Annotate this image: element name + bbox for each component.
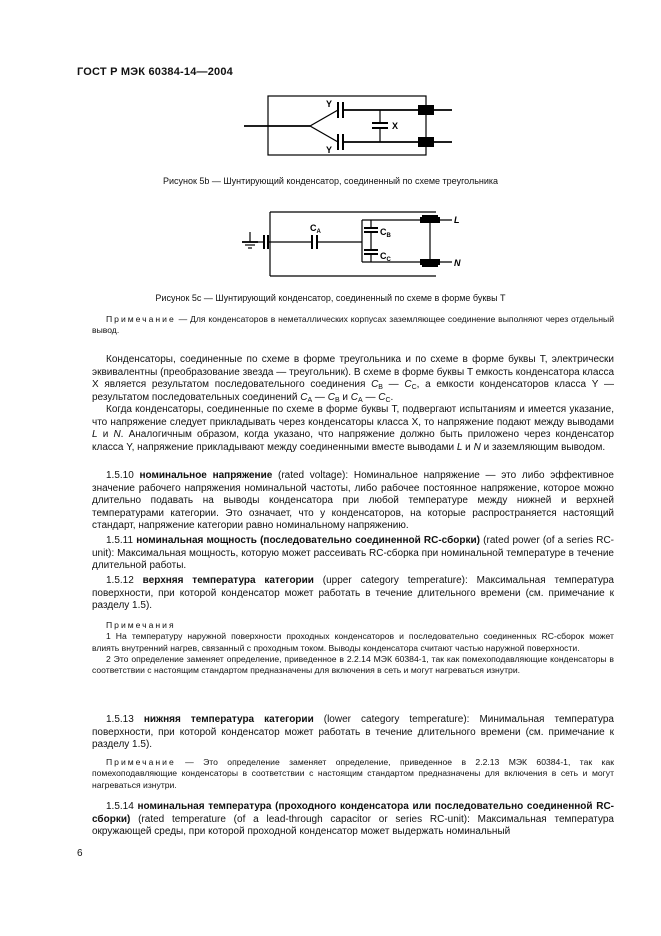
label-cc: C — [380, 251, 387, 261]
page-number: 6 — [77, 848, 83, 859]
figure-5b-delta-circuit — [230, 93, 460, 159]
note-label: Примечание — [106, 314, 176, 324]
label-y-bottom: Y — [326, 145, 333, 155]
document-header: ГОСТ Р МЭК 60384-14—2004 — [77, 66, 234, 78]
note-grounding — [92, 314, 614, 337]
label-cb-sub: B — [386, 233, 391, 239]
label-n: N — [454, 258, 461, 268]
section-1-5-11: 1.5.11 номинальная мощность (последовательно соединенной RC-сборки) (rated power (of a series RC-unit): Максимальная мощность, которую может рассеивать RC-сборка при номинальной температуре в течение длительной работы. — [92, 535, 615, 571]
svg-text:CA — [310, 223, 322, 235]
note-2: 2 Это определение заменяет определение, приведенное в 2.2.14 МЭК 60384-1, так как помехоподавляющие конденсаторы в соответствии с настоящим стандартом предназначены для включения в сеть и могут нагреваться изнутри. — [92, 653, 614, 676]
section-1-5-14: 1.5.14 номинальная температура (проходного конденсатора или последовательно соединенной RC-сборки) (rated temperature (of a lead-through capacitor or series RC-unit): Максимальная температура окружающей среды, при которой проходной конденсатор может выдержать номинальный — [92, 801, 614, 837]
label-y-top: Y — [326, 99, 333, 109]
section-1-5-12: 1.5.12 верхняя температура категории (upper category temperature): Максимальная температура поверхности, при которой конденсатор может работать в течение длительного времени (см. примечание к разделу 1.5). — [92, 575, 614, 611]
note-1: 1 На температуру наружной поверхности проходных конденсаторов и последовательно соединенных RC-сборок может влиять внутренний нагрев, связанный с проходным током. Выводы конденсатора считают частью наружной поверхности. — [92, 631, 614, 653]
notes-block — [92, 620, 614, 676]
section-1-5-13: 1.5.13 нижняя температура категории (lower category temperature): Минимальная температура поверхности, при которой конденсатор может работать в течение длительного времени (см. примечание к разделу 1.5). — [92, 714, 614, 750]
label-cb: C — [380, 227, 387, 237]
label-l: L — [454, 215, 460, 225]
label-ca: C — [310, 223, 317, 233]
notes-heading: Примечания — [106, 620, 176, 630]
paragraph-testing: Когда конденсаторы, соединенные по схеме в форме буквы T, подвергают испытаниям и имеется указание, что напряжение следует прикладывать через конденсаторы класса X, то напряжение подают между выводами L и N. Аналогичным образом, когда указано, что напряжение должно быть приложено через конденсатор класса Y, напряжение прикладывают между соединенными вместе выводами L и N и заземляющим выводом. — [92, 404, 614, 453]
svg-text:CB — [380, 227, 392, 239]
note-text: — Для конденсаторов в неметаллических корпусах заземляющее соединение выполняют через отдельный вывод. — [92, 314, 614, 336]
label-ca-sub: A — [316, 229, 321, 235]
svg-text:CC — [380, 251, 392, 263]
section-1-5-10: 1.5.10 номинальное напряжение (rated voltage): Номинальное напряжение — это либо эффективное значение рабочего напряжения номинальной частоты, либо рабочее постоянное напряжение, которое можно длительно подавать на выводы конденсатора при любой температуре между нижней и верхней температурами категории. Это означает, что у конденсаторов, на которые распространяется настоящий стандарт, напряжение категории равно номинальному напряжению. — [92, 470, 614, 531]
paragraph-equivalence: Конденсаторы, соединенные по схеме в форме треугольника и по схеме в форме буквы T, электрически эквивалентны (преобразование звезда — треугольник). В схеме в форме буквы T емкость конденсатора класса X является результатом последовательного соединения $C_B$ — $C_C$, а емкости конденсаторов класса Y — результатом последовательных соединений $C_A$ — $C_B$ и $C_A$ — $C_C$. — [92, 354, 614, 404]
note-definition: Примечание — Это определение заменяет определение, приведенное в 2.2.13 МЭК 60384-1, так как помехоподавляющие конденсаторы в соответствии с настоящим стандартом предназначены для включения в сеть и могут нагреваться изнутри. — [92, 757, 614, 790]
figure-5c-t-circuit — [232, 208, 472, 280]
figure-5c-caption: Рисунок 5c — Шунтирующий конденсатор, соединенный по схеме в форме буквы T — [155, 293, 506, 303]
label-x: X — [392, 121, 399, 131]
figure-5b-caption: Рисунок 5b — Шунтирующий конденсатор, соединенный по схеме треугольника — [162, 176, 499, 186]
label-cc-sub: C — [386, 257, 391, 263]
